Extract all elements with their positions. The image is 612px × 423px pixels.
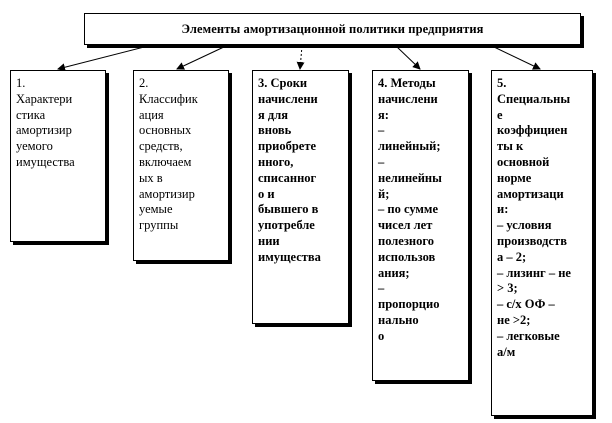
policy-element-box-1 [10,70,106,242]
policy-element-text-2: 2. Классифик ация основных средств, включаем ых в амортизир уемые группы [139,76,198,233]
arrow-to-box-1 [58,46,148,69]
arrow-to-box-2 [177,46,226,69]
policy-element-box-2 [133,70,229,261]
diagram-title: Элементы амортизационной политики предприятия [181,21,484,36]
diagram-title-box [84,13,581,45]
policy-element-text-3: 3. Сроки начислени я для вновь приобрете нного, списанног о и бывшего в употребле нии имущества [258,76,321,264]
policy-element-box-3 [252,70,349,324]
arrow-to-box-5 [492,46,540,69]
policy-element-box-5 [491,70,593,416]
policy-element-box-4 [372,70,469,381]
arrow-to-box-4 [396,46,420,69]
policy-element-text-4: 4. Методы начислени я: – линейный; – нелинейны й; – по сумме чисел лет полезного использов ания; – пропорцио нально о [378,76,442,343]
policy-element-text-5: 5. Специальны е коэффициен ты к основной норме амортизаци и: – условия производств а – 2; – лизинг – не > 3; – с/х ОФ – не >2; – легковые а/м [497,76,571,359]
arrow-to-box-3 [300,46,302,69]
policy-element-text-1: 1. Характери стика амортизир уемого имущества [16,76,75,169]
